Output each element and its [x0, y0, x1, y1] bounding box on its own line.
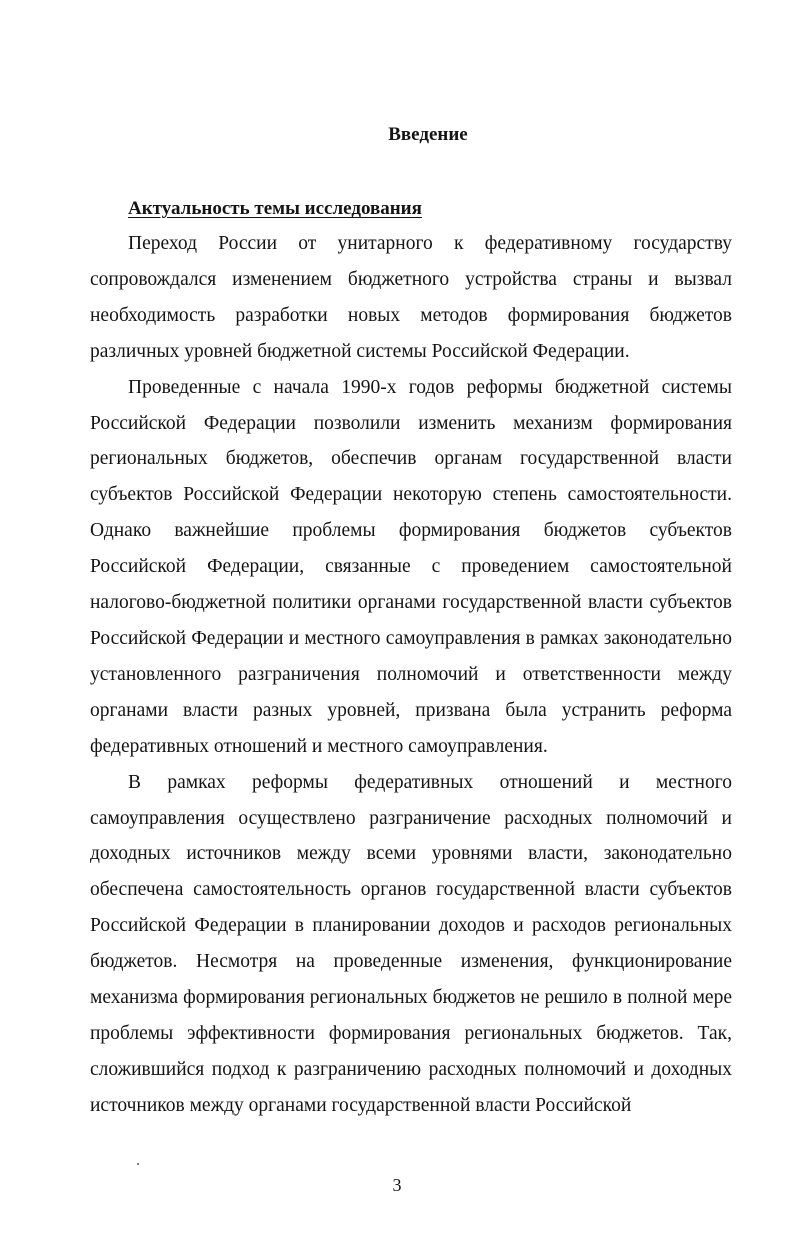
paragraph-3: В рамках реформы федеративных отношений и местного самоуправления осуществлено разграничение расходных полномочий и доходных источников между всеми уровнями власти, законодательно обеспечена самостоятельность органов государственной власти субъектов Российской Федерации в планировании доходов и расходов региональных бюджетов. Несмотря на проведенные изменения, функционирование механизма формирования региональных бюджетов не решило в полной мере проблемы эффективности формирования региональных бюджетов. Так, сложившийся подход к разграничению расходных полномочий и доходных источников между органами государственной власти Российской [90, 771, 732, 1116]
body-text [90, 226, 732, 1124]
paragraph-1: Переход России от унитарного к федеративному государству сопровождался изменением бюджетного устройства страны и вызвал необходимость разработки новых методов формирования бюджетов различных уровней бюджетной системы Российской Федерации. [90, 233, 732, 362]
page-number: 3 [392, 1175, 402, 1195]
scan-speck [137, 1163, 139, 1165]
page-title: Введение [388, 124, 468, 145]
paragraph-2: Проведенные с начала 1990-х годов реформы бюджетной системы Российской Федерации позволили изменить механизм формирования региональных бюджетов, обеспечив органам государственной власти субъектов Российской Федерации некоторую степень самостоятельности. Однако важнейшие проблемы формирования бюджетов субъектов Российской Федерации, связанные с проведением самостоятельной налогово-бюджетной политики органами государственной власти субъектов Российской Федерации и местного самоуправления в рамках законодательно установленного разграничения полномочий и ответственности между органами власти разных уровней, призвана была устранить реформа федеративных отношений и местного самоуправления. [90, 376, 732, 757]
section-heading: Актуальность темы исследования [128, 198, 422, 219]
